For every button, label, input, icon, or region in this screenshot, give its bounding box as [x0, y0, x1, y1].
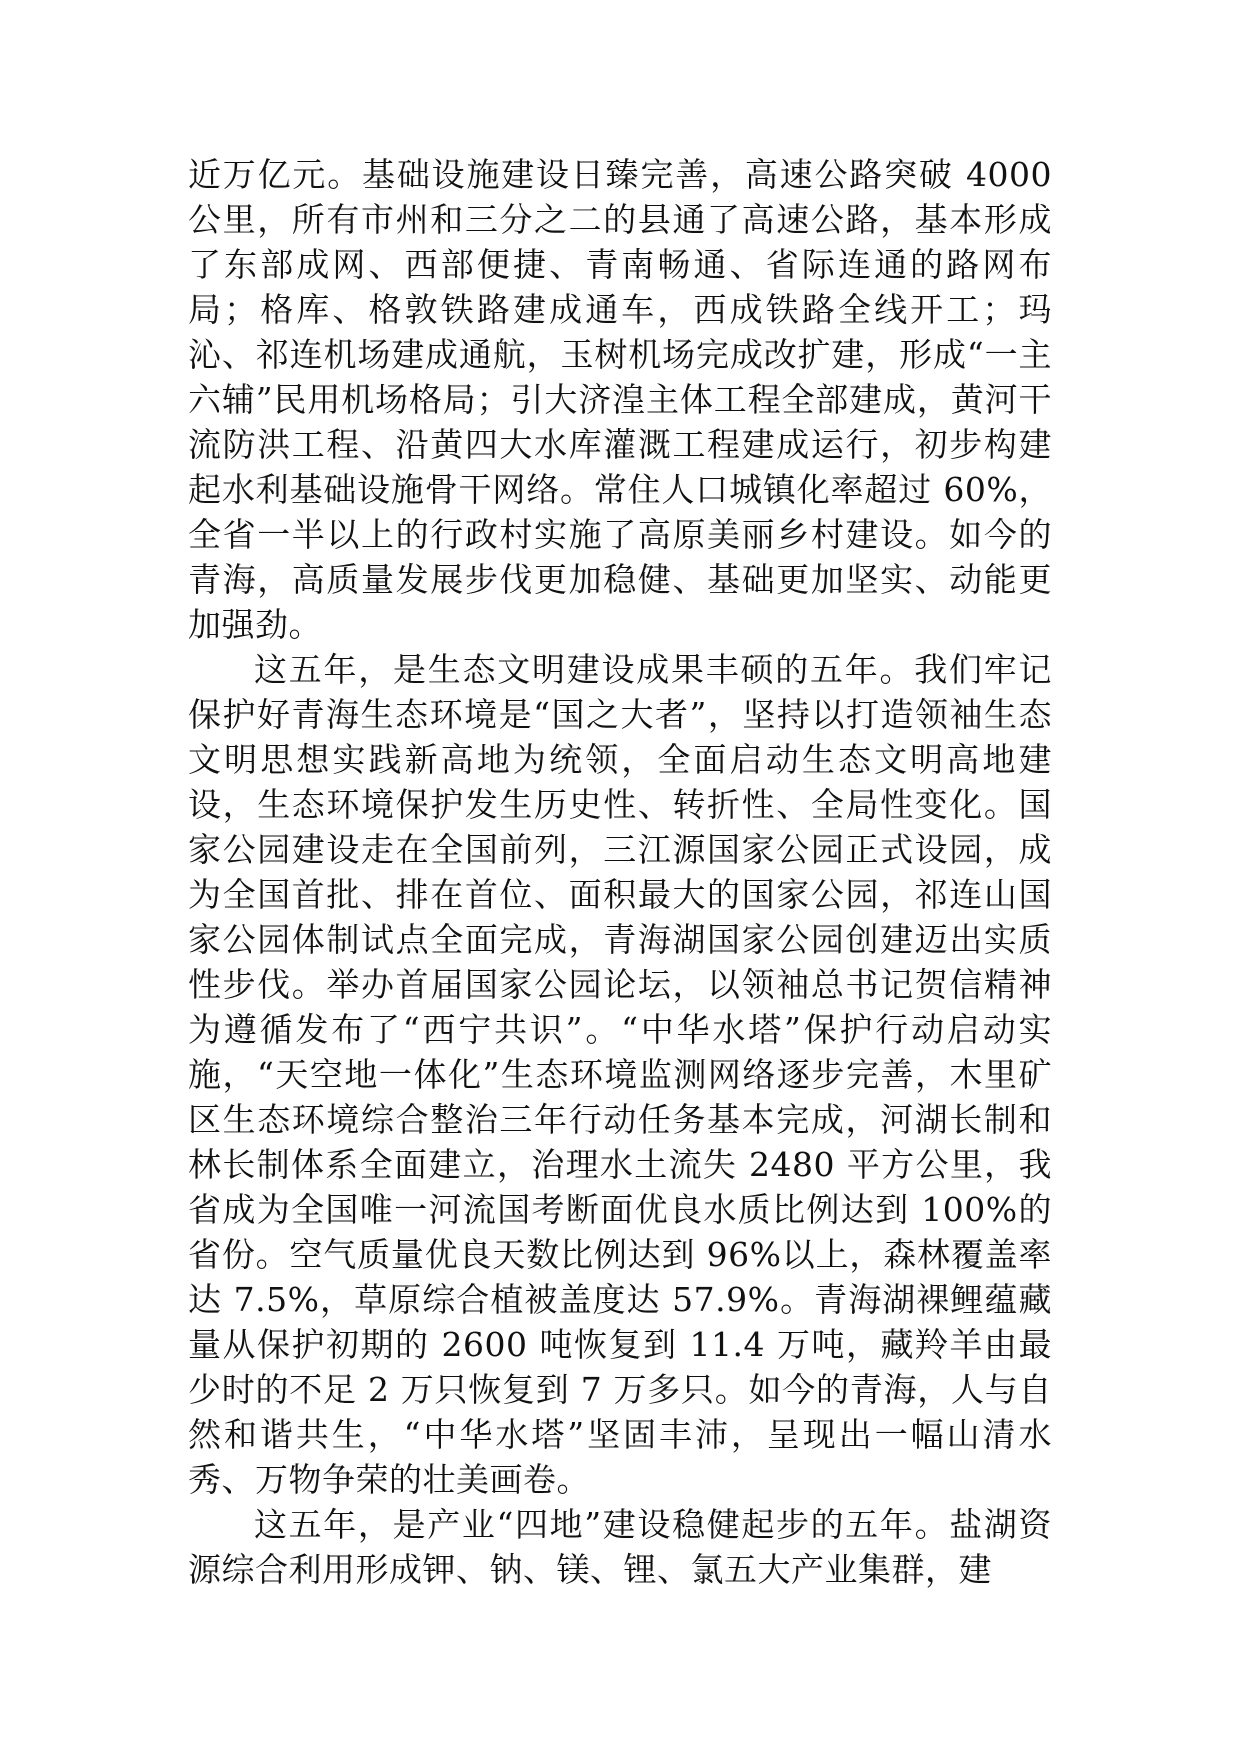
document-body: [188, 152, 1052, 1592]
paragraph-infrastructure: 近万亿元。基础设施建设日臻完善，高速公路突破 4000 公里，所有市州和三分之二的县通了高速公路，基本形成了东部成网、西部便捷、青南畅通、省际连通的路网布局；格库、格敦铁路建成通车，西成铁路全线开工；玛沁、祁连机场建成通航，玉树机场完成改扩建，形成“一主六辅”民用机场格局；引大济湟主体工程全部建成，黄河干流防洪工程、沿黄四大水库灌溉工程建成运行，初步构建起水利基础设施骨干网络。常住人口城镇化率超过 60%，全省一半以上的行政村实施了高原美丽乡村建设。如今的青海，高质量发展步伐更加稳健、基础更加坚实、动能更加强劲。: [188, 155, 1052, 644]
paragraph-ecology: 这五年，是生态文明建设成果丰硕的五年。我们牢记保护好青海生态环境是“国之大者”，坚持以打造领袖生态文明思想实践新高地为统领，全面启动生态文明高地建设，生态环境保护发生历史性、转折性、全局性变化。国家公园建设走在全国前列，三江源国家公园正式设园，成为全国首批、排在首位、面积最大的国家公园，祁连山国家公园体制试点全面完成，青海湖国家公园创建迈出实质性步伐。举办首届国家公园论坛，以领袖总书记贺信精神为遵循发布了“西宁共识”。“中华水塔”保护行动启动实施，“天空地一体化”生态环境监测网络逐步完善，木里矿区生态环境综合整治三年行动任务基本完成，河湖长制和林长制体系全面建立，治理水土流失 2480 平方公里，我省成为全国唯一河流国考断面优良水质比例达到 100%的省份。空气质量优良天数比例达到 96%以上，森林覆盖率达 7.5%，草原综合植被盖度达 57.9%。青海湖裸鲤蕴藏量从保护初期的 2600 吨恢复到 11.4 万吨，藏羚羊由最少时的不足 2 万只恢复到 7 万多只。如今的青海，人与自然和谐共生，“中华水塔”坚固丰沛，呈现出一幅山清水秀、万物争荣的壮美画卷。: [188, 650, 1052, 1499]
paragraph-industry: 这五年，是产业“四地”建设稳健起步的五年。盐湖资源综合利用形成钾、钠、镁、锂、氯五大产业集群，建: [188, 1505, 1052, 1589]
